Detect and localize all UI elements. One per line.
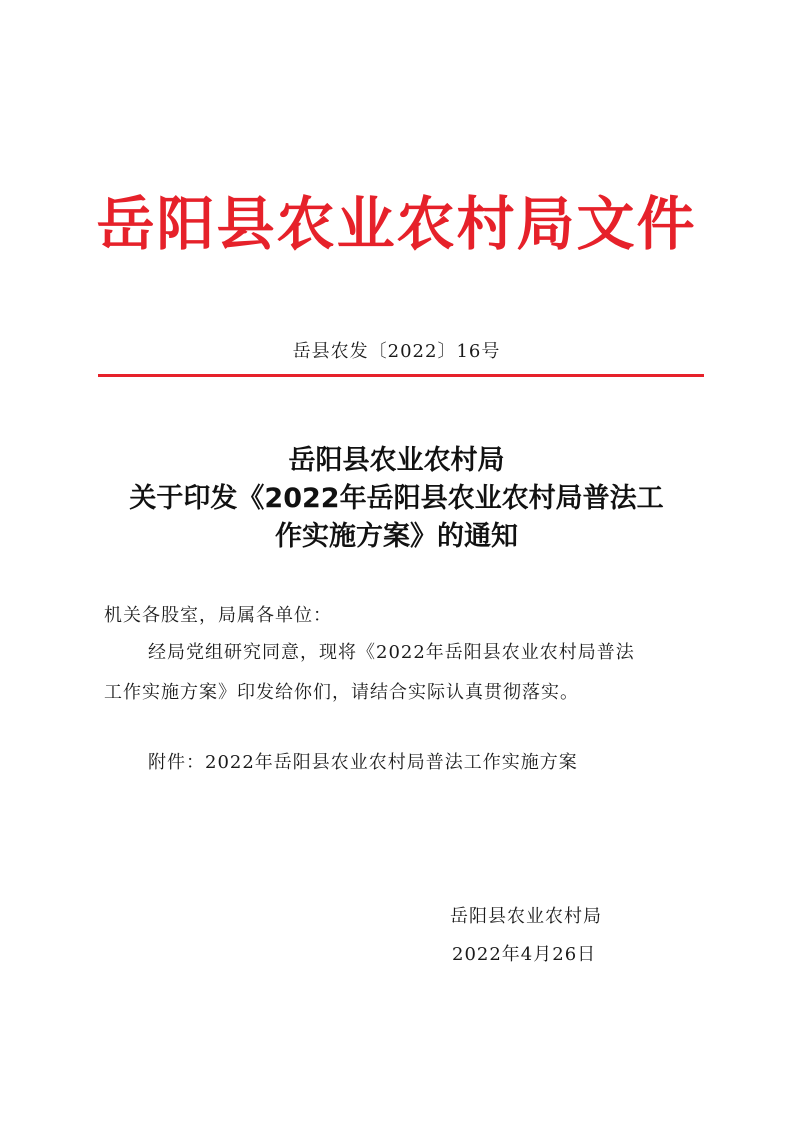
signature-date: 2022年4月26日 (452, 944, 597, 965)
masthead-title: 岳阳县农业农村局文件 (96, 190, 697, 258)
notice-title-line-2: 关于印发《2022年岳阳县农业农村局普法工 (129, 483, 664, 514)
notice-title-line-3: 作实施方案》的通知 (275, 521, 518, 552)
signature-organization: 岳阳县农业农村局 (450, 906, 602, 927)
notice-title (60, 442, 733, 556)
document-number: 岳县农发〔2022〕16号 (292, 341, 501, 362)
attachment-note: 附件：2022年岳阳县农业农村局普法工作实施方案 (148, 752, 578, 773)
red-divider-line (98, 374, 704, 377)
body-paragraph-line-2: 工作实施方案》印发给你们，请结合实际认真贯彻落实。 (104, 682, 579, 703)
notice-title-line-1: 岳阳县农业农村局 (288, 445, 505, 476)
salutation: 机关各股室，局属各单位： (104, 605, 332, 626)
body-paragraph-line-1: 经局党组研究同意，现将《2022年岳阳县农业农村局普法 (148, 642, 635, 663)
